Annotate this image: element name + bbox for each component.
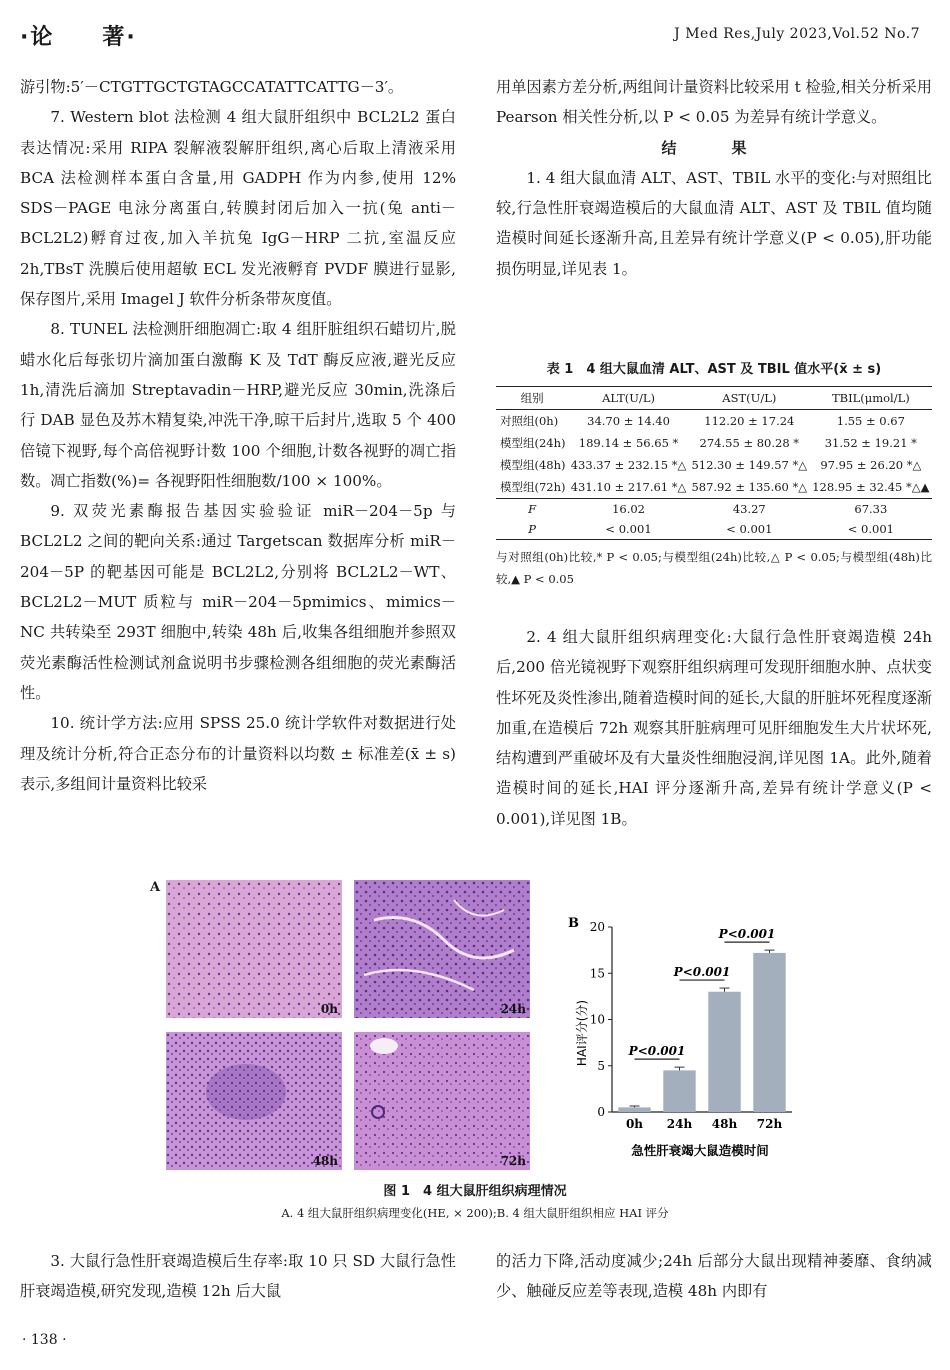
- table-header: 组别: [496, 387, 568, 410]
- figure-panel-a: [150, 880, 540, 1170]
- bar-24h: [663, 1070, 695, 1112]
- y-tick-label: 15: [589, 966, 605, 981]
- table-caption: 表 1 4 组大鼠血清 ALT、AST 及 TBIL 值水平(x̄ ± s): [546, 362, 882, 377]
- paragraph-survival-cont: 的活力下降,活动度减少;24h 后部分大鼠出现精神萎靡、食纳减少、触碰反应差等表现,造模 48h 内即有: [496, 1252, 932, 1301]
- table-header: AST(U/L): [689, 387, 810, 410]
- y-tick-label: 10: [589, 1012, 605, 1027]
- table-row: [496, 410, 932, 433]
- journal-section-label: ·论 著·: [20, 25, 137, 50]
- journal-citation: J Med Res,July 2023,Vol.52 No.7: [674, 26, 920, 42]
- table-cell: 对照组(0h): [500, 414, 559, 428]
- page-number: · 138 ·: [22, 1332, 67, 1348]
- paragraph-result-2: 2. 4 组大鼠肝组织病理变化:大鼠行急性肝衰竭造模 24h 后,200 倍光镜视野下观察肝组织病理可发现肝细胞水肿、点状变性坏死及炎性渗出,随着造模时间的延长,大鼠的肝脏坏死程度逐渐加重,在造模后 72h 观察其肝脏病理可见肝细胞发生大片状坏死,结构遭到严重破坏及有大量炎性细胞浸润,详见图 1A。此外,随着造模时间的延长,HAI 评分逐渐升高,差异有统计学意义(P < 0.001),详见图 1B。: [496, 628, 932, 828]
- table-row-p: [496, 519, 932, 540]
- panel-b-label: B: [568, 916, 579, 931]
- section-title-results: 结 果: [661, 138, 767, 157]
- table-serum-levels: [496, 386, 932, 540]
- table-cell: 274.55 ± 80.28 *: [699, 436, 800, 450]
- figure-panel-b: [560, 905, 800, 1160]
- y-tick-label: 5: [597, 1058, 605, 1073]
- table-cell: 模型组(48h): [500, 458, 566, 472]
- table-row: [496, 454, 932, 476]
- x-tick-label: 72h: [756, 1117, 783, 1131]
- table-cell: 128.95 ± 32.45 *△▲: [812, 480, 930, 494]
- paragraph-statistics-cont: 用单因素方差分析,两组间计量资料比较采用 t 检验,相关分析采用 Pearson 相关性分析,以 P < 0.05 为差异有统计学意义。: [496, 78, 932, 127]
- figure-subcaption: A. 4 组大鼠肝组织病理变化(HE, × 200);B. 4 组大鼠肝组织相应 HAI 评分: [281, 1206, 669, 1220]
- paragraph-statistics: 10. 统计学方法:应用 SPSS 25.0 统计学软件对数据进行处理及统计分析,符合正态分布的计量资料以均数 ± 标准差(x̄ ± s)表示,多组间计量资料比较采: [20, 714, 456, 793]
- panel-time-tag: 72h: [500, 1154, 526, 1168]
- histology-texture: [166, 1032, 342, 1170]
- histology-texture: [354, 1032, 530, 1170]
- table-cell: 34.70 ± 14.40: [587, 414, 670, 428]
- table-header-row: [496, 387, 932, 410]
- table-header: TBIL(μmol/L): [810, 387, 932, 410]
- paragraph-western-blot: 7. Western blot 法检测 4 组大鼠肝组织中 BCL2L2 蛋白表达情况:采用 RIPA 裂解液裂解肝组织,离心后取上清液采用 BCA 法检测样本蛋白含量,用 GADPH 作为内参,使用 12% SDS－PAGE 电泳分离蛋白,转膜封闭后加入一抗(兔 anti－BCL2L2)孵育过夜,加入羊抗兔 IgG－HRP 二抗,室温反应 2h,TBsT 洗膜后使用超敏 ECL 发光液孵育 PVDF 膜进行显影,保存图片,采用 Imagel J 软件分析条带灰度值。: [20, 108, 456, 309]
- left-column: [20, 72, 456, 799]
- table-cell: 31.52 ± 19.21 *: [824, 436, 917, 450]
- paragraph-tunel: 8. TUNEL 法检测肝细胞凋亡:取 4 组肝脏组织石蜡切片,脱蜡水化后每张切片滴加蛋白激酶 K 及 TdT 酶反应液,避光反应 1h,清洗后滴加 Streptavadin－HRP,避光反应 30min,洗涤后行 DAB 显色及苏木精复染,冲洗干净,晾干后封片,选取 5 个 400 倍镜下视野,每个高倍视野计数 100 个细胞,计数各视野的凋亡指数。凋亡指数(%)= 各视野阳性细胞数/100 × 100%。: [20, 320, 456, 490]
- table-cell: 67.33: [810, 499, 932, 520]
- table-cell: 97.95 ± 26.20 *△: [820, 458, 922, 472]
- histology-image-72h: [354, 1032, 530, 1170]
- table-cell: 43.27: [689, 499, 810, 520]
- y-axis-label: HAI评分(分): [575, 999, 589, 1067]
- table-cell: < 0.001: [568, 519, 689, 540]
- table-cell: 112.20 ± 17.24: [704, 414, 795, 428]
- table-cell: < 0.001: [810, 519, 932, 540]
- right-column: [496, 72, 932, 284]
- table-cell: 16.02: [568, 499, 689, 520]
- table-row: [496, 476, 932, 499]
- histology-texture: [166, 880, 342, 1018]
- panel-time-tag: 0h: [320, 1002, 338, 1016]
- x-tick-label: 0h: [625, 1117, 644, 1131]
- figure-caption: 图 1 4 组大鼠肝组织病理情况: [383, 1184, 567, 1199]
- histology-image-24h: [354, 880, 530, 1018]
- table-header: ALT(U/L): [568, 387, 689, 410]
- y-tick-label: 20: [589, 920, 605, 934]
- table-cell: 模型组(24h): [500, 436, 566, 450]
- significance-label: P<0.001: [718, 927, 776, 942]
- bar-0h: [618, 1107, 650, 1112]
- table-cell: 431.10 ± 217.61 *△: [570, 480, 687, 494]
- table-cell: < 0.001: [689, 519, 810, 540]
- hai-bar-chart: [560, 905, 800, 1160]
- y-tick-label: 0: [597, 1105, 605, 1119]
- table-footnote: 与对照组(0h)比较,* P < 0.05;与模型组(24h)比较,△ P < 0.05;与模型组(48h)比较,▲ P < 0.05: [496, 550, 932, 586]
- table-cell: 587.92 ± 135.60 *△: [691, 480, 808, 494]
- bar-48h: [708, 992, 740, 1112]
- table-cell: P: [496, 519, 568, 540]
- histology-texture: [354, 880, 530, 1018]
- table-cell: 433.37 ± 232.15 *△: [570, 458, 687, 472]
- table-cell: 模型组(72h): [500, 480, 566, 494]
- x-tick-label: 24h: [666, 1117, 693, 1131]
- table-row-f: [496, 499, 932, 520]
- table-cell: 512.30 ± 149.57 *△: [691, 458, 808, 472]
- significance-label: P<0.001: [628, 1044, 686, 1059]
- bottom-left-column: [20, 1246, 456, 1307]
- x-tick-label: 48h: [711, 1117, 738, 1131]
- table-row: [496, 432, 932, 454]
- bottom-right-column: [496, 1246, 932, 1307]
- x-axis-label: 急性肝衰竭大鼠造模时间: [631, 1143, 769, 1158]
- paragraph-survival: 3. 大鼠行急性肝衰竭造模后生存率:取 10 只 SD 大鼠行急性肝衰竭造模,研究发现,造模 12h 后大鼠: [20, 1252, 456, 1301]
- significance-label: P<0.001: [673, 965, 731, 980]
- histology-image-0h: [166, 880, 342, 1018]
- paragraph-luciferase: 9. 双荧光素酶报告基因实验验证 miR－204－5p 与 BCL2L2 之间的靶向关系:通过 Targetscan 数据库分析 miR－204－5P 的靶基因可能是 BCL2L2,分别将 BCL2L2－WT、BCL2L2－MUT 质粒与 miR－204－5pmimics、mimics－NC 共转染至 293T 细胞中,转染 48h 后,收集各组细胞并参照双荧光素酶活性检测试剂盒说明书步骤检测各组细胞的荧光素酶活性。: [20, 502, 456, 702]
- table-cell: 189.14 ± 56.65 *: [578, 436, 679, 450]
- right-column-result2: [496, 622, 932, 834]
- histology-image-48h: [166, 1032, 342, 1170]
- panel-time-tag: 24h: [500, 1002, 526, 1016]
- table-cell: 1.55 ± 0.67: [836, 414, 905, 428]
- paragraph-result-1: 1. 4 组大鼠血清 ALT、AST、TBIL 水平的变化:与对照组比较,行急性肝衰竭造模后的大鼠血清 ALT、AST 及 TBIL 值均随造模时间延长逐渐升高,且差异有统计学意义(P < 0.05),肝功能损伤明显,详见表 1。: [496, 168, 932, 278]
- panel-a-label: A: [150, 880, 161, 895]
- paragraph-primer: 游引物:5′－CTGTTGCTGTAGCCATATTCATTG－3′。: [20, 78, 404, 96]
- panel-time-tag: 48h: [312, 1154, 338, 1168]
- table-cell: F: [496, 499, 568, 520]
- bar-72h: [753, 953, 785, 1112]
